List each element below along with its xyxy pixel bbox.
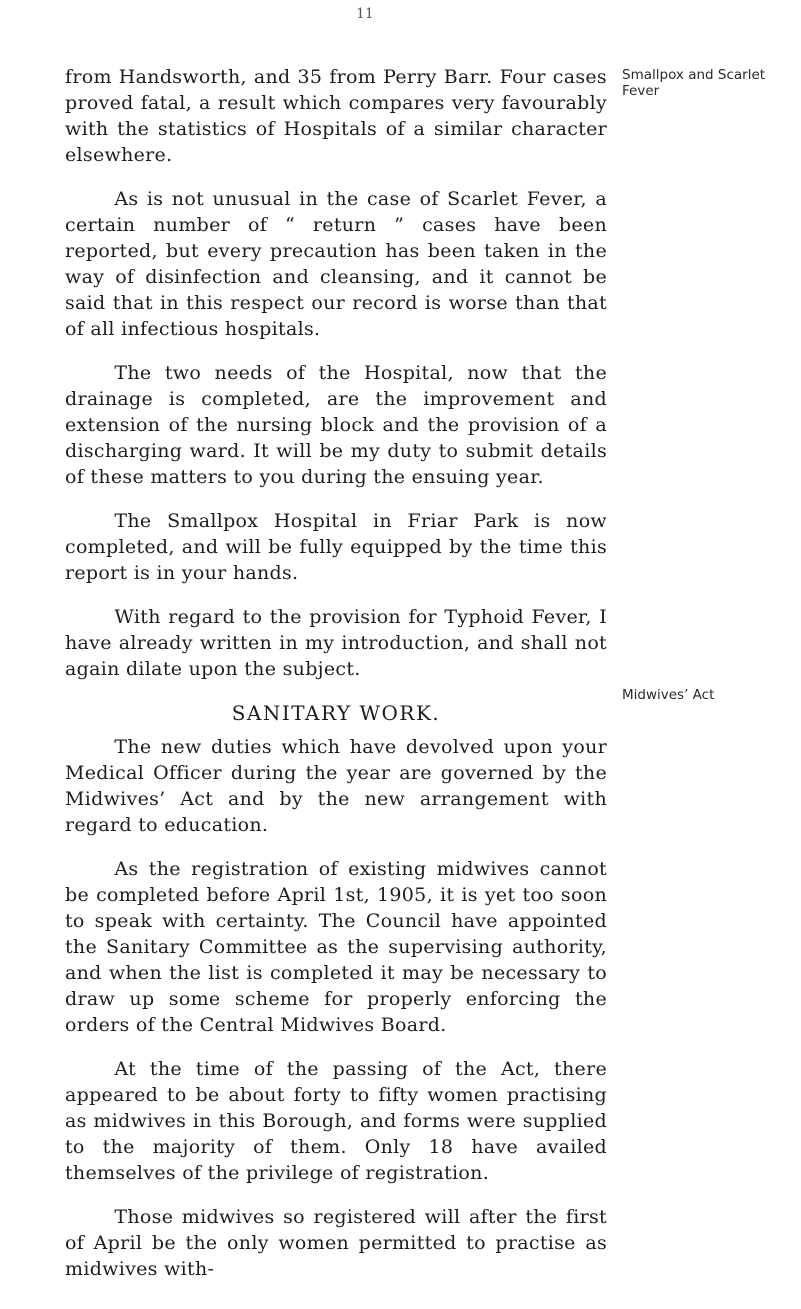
paragraph: As is not unusual in the case of Scarlet Fever, a certain number of “ return ” cases have been reported, but every precaution has been taken in the way of disinfection and cleansing, and it cannot be said that in this respect our record is worse than that of all infectious hospitals. <box>65 188 607 340</box>
paragraph: The Smallpox Hospital in Friar Park is now completed, and will be fully equipped by the time this report is in your hands. <box>65 510 607 584</box>
main-text <box>65 64 607 1300</box>
page-number: 11 <box>356 6 374 22</box>
section-heading: SANITARY WORK. <box>231 701 441 725</box>
sidenote-midwives-act: Midwives’ Act <box>622 687 715 703</box>
paragraph: As the registration of existing midwives cannot be completed before April 1st, 1905, it is yet too soon to speak with certainty. The Council have appointed the Sanitary Committee as the supervising authority, and when the list is completed it may be necessary to draw up some scheme for properly enforcing the orders of the Central Midwives Board. <box>65 858 607 1036</box>
paragraph: With regard to the provision for Typhoid Fever, I have already written in my introduction, and shall not again dilate upon the subject. <box>65 606 607 680</box>
paragraph: At the time of the passing of the Act, there appeared to be about forty to fifty women practising as midwives in this Borough, and forms were supplied to the majority of them. Only 18 have availed themselves of the privilege of registration. <box>65 1058 607 1184</box>
paragraph: from Handsworth, and 35 from Perry Barr. Four cases proved fatal, a result which compares very favourably with the statistics of Hospitals of a similar character elsewhere. <box>65 66 607 166</box>
paragraph: Those midwives so registered will after the first of April be the only women permitted to practise as midwives with- <box>65 1206 607 1280</box>
sidenote-smallpox-scarlet-fever: Smallpox and Scarlet Fever <box>622 67 766 99</box>
paragraph: The new duties which have devolved upon your Medical Officer during the year are governed by the Midwives’ Act and by the new arrangement with regard to education. <box>65 736 607 836</box>
paragraph: The two needs of the Hospital, now that the drainage is completed, are the improvement and extension of the nursing block and the provision of a discharging ward. It will be my duty to submit details of these matters to you during the ensuing year. <box>65 362 607 488</box>
